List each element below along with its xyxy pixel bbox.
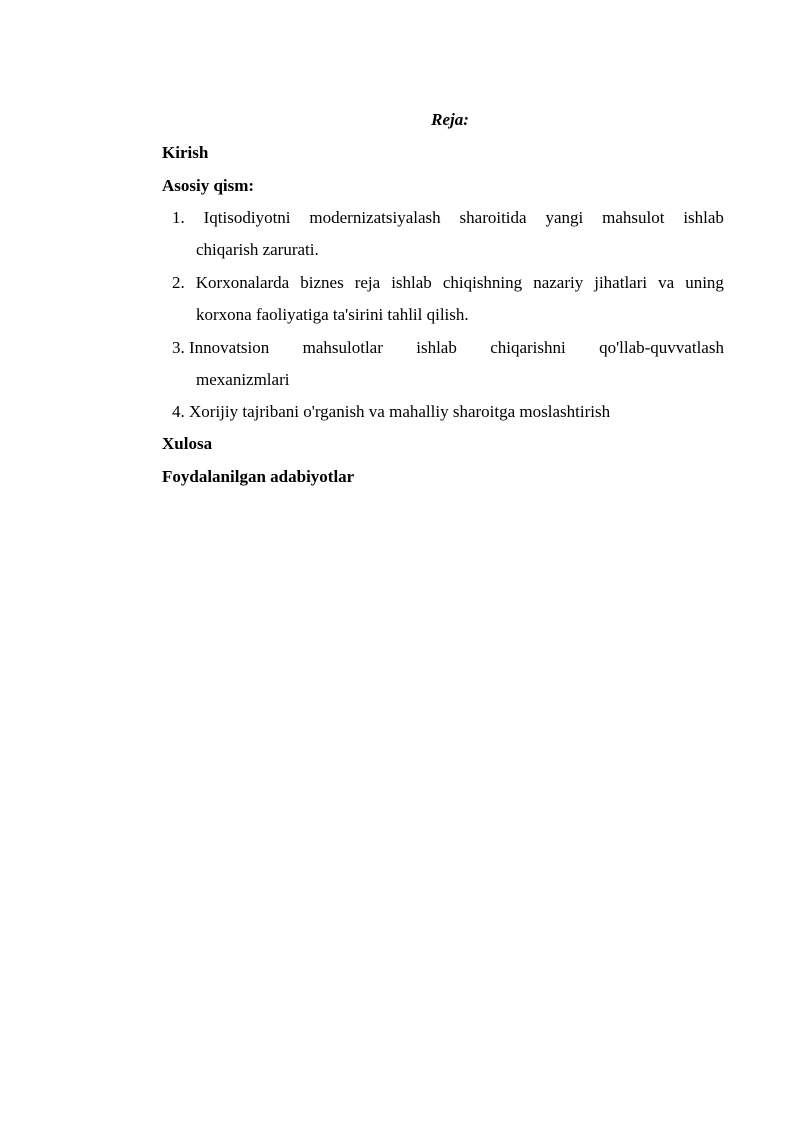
list-item-2-line-2: korxona faoliyatiga ta'sirini tahlil qilish. <box>196 305 469 324</box>
word: ishlab <box>416 338 457 357</box>
word: mahsulot <box>602 208 665 227</box>
word: 2. <box>172 273 185 292</box>
word: reja <box>354 273 381 292</box>
word: chiqarishni <box>490 338 566 357</box>
word: qo'llab-quvvatlash <box>599 338 724 357</box>
word: chiqishning <box>442 273 523 292</box>
word: 3. Innovatsion <box>172 338 270 357</box>
intro-heading: Kirish <box>162 143 209 162</box>
list-item-1 <box>172 202 724 266</box>
word: ishlab <box>683 208 724 227</box>
list-item-2-line-1 <box>172 267 724 299</box>
word: va <box>658 273 675 292</box>
word: modernizatsiyalash <box>309 208 441 227</box>
list-item-4-line-1: 4. Xorijiy tajribani o'rganish va mahalliy sharoitga moslashtirish <box>172 402 611 421</box>
word: sharoitida <box>459 208 527 227</box>
word: uning <box>685 273 724 292</box>
word: nazariy <box>533 273 584 292</box>
list-item-3-line-1 <box>172 332 724 364</box>
word: biznes <box>300 273 344 292</box>
references-heading: Foydalanilgan adabiyotlar <box>162 467 355 486</box>
word: Iqtisodiyotni <box>203 208 291 227</box>
word: 1. <box>172 208 185 227</box>
word: jihatlari <box>594 273 648 292</box>
page-title: Reja: <box>431 110 469 129</box>
list-item-1-line-1 <box>172 202 724 234</box>
list-item-1-line-2: chiqarish zarurati. <box>196 240 319 259</box>
list-item-3 <box>172 332 724 396</box>
conclusion-heading: Xulosa <box>162 434 213 453</box>
word: ishlab <box>391 273 432 292</box>
word: mahsulotlar <box>302 338 383 357</box>
word: yangi <box>545 208 584 227</box>
list-item-2 <box>172 267 724 331</box>
main-part-heading: Asosiy qism: <box>162 176 255 195</box>
list-item-3-line-2: mexanizmlari <box>196 370 290 389</box>
list-item-4 <box>172 396 724 428</box>
word: Korxonalarda <box>195 273 290 292</box>
